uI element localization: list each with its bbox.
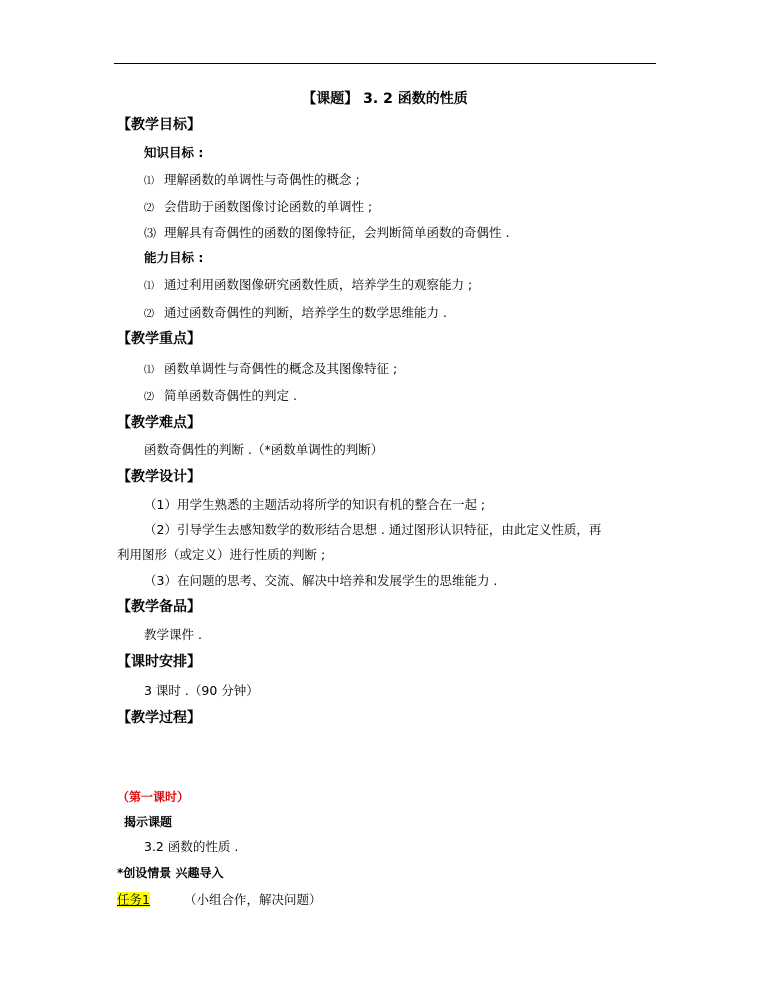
reveal-topic-text: 3.2 函数的性质 . (144, 839, 239, 854)
item-text: 通过利用函数图像研究函数性质，培养学生的观察能力 ; (164, 277, 473, 292)
lesson-title: 【课题】 3. 2 函数的性质 (302, 91, 468, 107)
difficulty-text: 函数奇偶性的判断 .（*函数单调性的判断） (144, 442, 384, 457)
reveal-topic-label: 揭示课题 (124, 815, 173, 829)
item-number: ⑵ (144, 203, 154, 214)
item-number: ⑵ (144, 309, 154, 320)
item-number: ⑴ (144, 281, 154, 292)
item-text: 简单函数奇偶性的判定 . (164, 388, 297, 403)
ability-goals-label: 能力目标 : (144, 250, 204, 265)
materials-text: 教学课件 . (144, 627, 202, 642)
header-rule (114, 63, 656, 64)
item-text: 理解具有奇偶性的函数的图像特征，会判断简单函数的奇偶性 . (164, 225, 510, 240)
design-item-2-cont: 利用图形（或定义）进行性质的判断 ; (117, 547, 326, 562)
key-point-2 (144, 388, 297, 406)
knowledge-item-2 (144, 199, 372, 217)
task-line (117, 892, 321, 908)
task-label: 任务 (117, 892, 143, 907)
first-lesson-label: （第一课时） (117, 790, 190, 804)
item-text: 会借助于函数图像讨论函数的单调性 ; (164, 199, 373, 214)
key-point-1 (144, 361, 397, 379)
item-number: ⑴ (144, 365, 154, 376)
task-number: 1 (142, 892, 150, 907)
item-number: ⑴ (144, 176, 154, 187)
schedule-text: 3 课时 .（90 分钟） (144, 683, 259, 698)
design-item-1: （1）用学生熟悉的主题活动将所学的知识有机的整合在一起 ; (144, 497, 486, 512)
knowledge-item-3 (144, 225, 509, 241)
item-text: 通过函数奇偶性的判断，培养学生的数学思维能力 . (164, 305, 447, 320)
heading-materials: 【教学备品】 (117, 599, 201, 615)
ability-item-1 (144, 277, 472, 295)
intro-label: *创设情景 兴趣导入 (117, 866, 224, 880)
design-item-2: （2）引导学生去感知数学的数形结合思想 . 通过图形认识特征，由此定义性质，再 (144, 522, 602, 537)
item-number: ⑶ (144, 226, 157, 240)
design-item-3: （3）在问题的思考、交流、解决中培养和发展学生的思维能力 . (144, 573, 498, 588)
item-text: 函数单调性与奇偶性的概念及其图像特征 ; (164, 361, 398, 376)
heading-design: 【教学设计】 (117, 469, 201, 485)
knowledge-item-1 (144, 172, 360, 190)
heading-goals: 【教学目标】 (117, 117, 201, 133)
heading-process: 【教学过程】 (117, 710, 201, 726)
heading-key-points: 【教学重点】 (117, 331, 201, 347)
knowledge-goals-label: 知识目标 : (144, 145, 204, 160)
ability-item-2 (144, 305, 447, 323)
item-text: 理解函数的单调性与奇偶性的概念 ; (164, 172, 360, 187)
item-number: ⑵ (144, 392, 154, 403)
task-note: （小组合作，解决问题） (183, 892, 322, 907)
heading-schedule: 【课时安排】 (117, 654, 201, 670)
heading-difficulty: 【教学难点】 (117, 415, 201, 431)
